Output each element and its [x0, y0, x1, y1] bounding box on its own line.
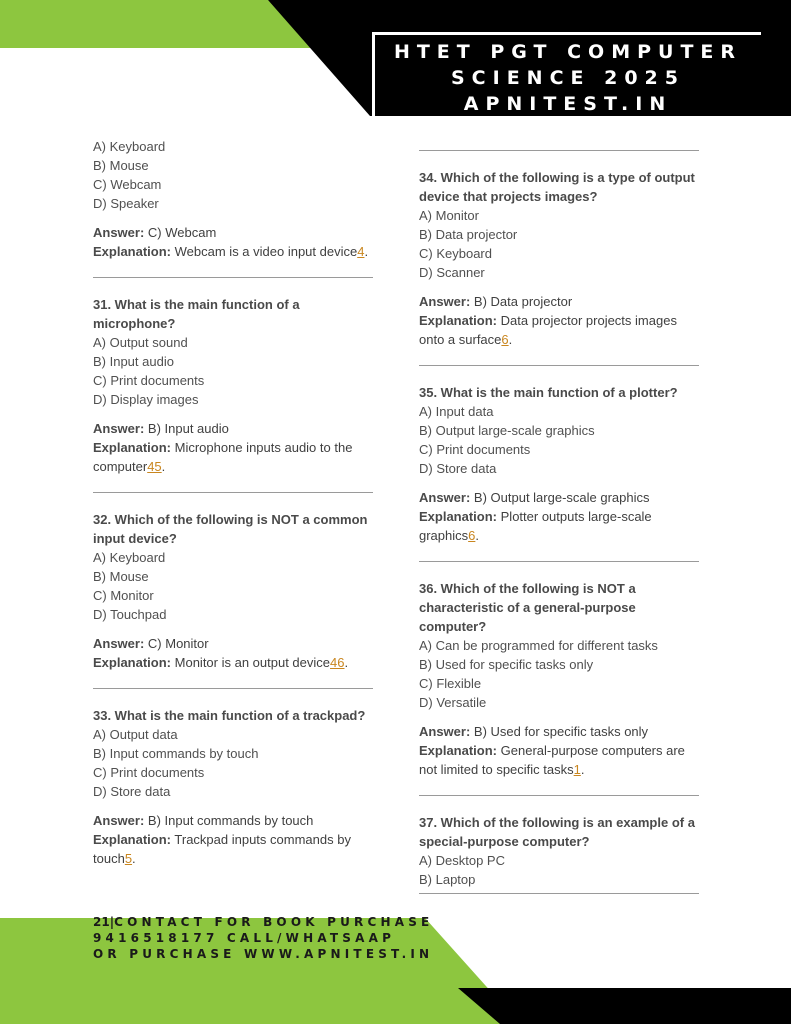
explanation-label: Explanation:	[419, 743, 498, 758]
option-d: D) Store data	[93, 784, 171, 799]
footer-contact	[93, 914, 433, 962]
question-divider	[419, 150, 699, 151]
explanation-label: Explanation:	[93, 244, 172, 259]
option-b: B) Used for specific tasks only	[419, 657, 594, 672]
option-a: A) Output data	[93, 727, 178, 742]
left-column	[93, 137, 373, 868]
option-c: C) Print documents	[93, 373, 205, 388]
explanation-text: General-purpose computers are not limited to specific tasks	[419, 743, 685, 777]
explanation-text: Plotter outputs large-scale graphics	[419, 509, 652, 543]
reference-link[interactable]: 5	[124, 851, 133, 866]
footer-line-2: 9416518177 CALL/WHATSAAP	[93, 931, 396, 945]
answer-line	[93, 634, 373, 653]
question-block-37	[419, 813, 699, 889]
reference-link[interactable]: 45	[147, 459, 162, 474]
answer-label: Answer:	[93, 421, 145, 436]
explanation-label: Explanation:	[93, 655, 172, 670]
question-divider	[419, 893, 699, 894]
option-d: D) Speaker	[93, 196, 159, 211]
question-text: 37. Which of the following is an example of a special-purpose computer?	[419, 815, 695, 849]
reference-link[interactable]: 4	[357, 244, 365, 259]
header-title-line-1: HTET PGT COMPUTER	[393, 41, 743, 63]
explanation-end: .	[161, 459, 166, 474]
option-a: A) Input data	[419, 404, 494, 419]
reference-link[interactable]: 1	[573, 762, 581, 777]
explanation-text: Trackpad inputs commands by touch	[93, 832, 351, 866]
explanation-line	[93, 653, 373, 672]
answer-text: B) Data projector	[473, 294, 573, 309]
option-a: A) Desktop PC	[419, 853, 505, 868]
explanation-end: .	[508, 332, 513, 347]
explanation-end: .	[475, 528, 479, 543]
footer-line-1	[93, 914, 433, 930]
explanation-line	[93, 438, 373, 476]
explanation-line	[419, 311, 699, 349]
question-text: 34. Which of the following is a type of output device that projects images?	[419, 170, 695, 204]
question-text: 36. Which of the following is NOT a characteristic of a general-purpose computer?	[419, 581, 636, 634]
reference-link[interactable]: 46	[330, 655, 345, 670]
option-a: A) Monitor	[419, 208, 479, 223]
question-divider	[419, 365, 699, 366]
option-d: D) Store data	[419, 461, 497, 476]
answer-label: Answer:	[419, 294, 471, 309]
answer-text: C) Webcam	[147, 225, 217, 240]
explanation-end: .	[344, 655, 349, 670]
footer-divider: |	[109, 915, 115, 929]
explanation-text: Monitor is an output device	[174, 655, 331, 670]
explanation-label: Explanation:	[419, 509, 498, 524]
header-title-box	[372, 32, 761, 116]
explanation-line	[419, 741, 699, 779]
answer-text: B) Output large-scale graphics	[473, 490, 650, 505]
option-a: A) Keyboard	[93, 139, 166, 154]
footer-black-shape	[458, 988, 791, 1024]
question-block-34	[419, 168, 699, 349]
option-b: B) Input audio	[93, 354, 174, 369]
explanation-text: Microphone inputs audio to the computer	[93, 440, 353, 474]
explanation-line	[93, 242, 373, 261]
answer-label: Answer:	[419, 490, 471, 505]
answer-line	[93, 419, 373, 438]
explanation-line	[93, 830, 373, 868]
answer-text: B) Input audio	[147, 421, 229, 436]
explanation-label: Explanation:	[419, 313, 498, 328]
option-a: A) Can be programmed for different tasks	[419, 638, 658, 653]
option-c: C) Print documents	[93, 765, 205, 780]
question-text: 32. Which of the following is NOT a common input device?	[93, 512, 368, 546]
page-number: 21	[93, 915, 110, 929]
answer-text: B) Input commands by touch	[147, 813, 314, 828]
explanation-end: .	[132, 851, 136, 866]
option-d: D) Scanner	[419, 265, 485, 280]
header-title-line-2: SCIENCE 2025	[451, 67, 685, 89]
header-title-line-3: APNITEST.IN	[463, 93, 673, 115]
answer-label: Answer:	[93, 225, 145, 240]
option-c: C) Flexible	[419, 676, 482, 691]
question-divider	[419, 795, 699, 796]
reference-link[interactable]: 6	[468, 528, 476, 543]
question-block-31	[93, 295, 373, 476]
footer-contact-text: CONTACT FOR BOOK PURCHASE	[114, 915, 434, 929]
answer-line	[419, 292, 699, 311]
explanation-text: Webcam is a video input device	[174, 244, 358, 259]
question-block-32	[93, 510, 373, 672]
question-text: 33. What is the main function of a trackpad?	[93, 708, 366, 723]
option-c: C) Monitor	[93, 588, 154, 603]
option-c: C) Print documents	[419, 442, 531, 457]
option-b: B) Mouse	[93, 158, 149, 173]
option-b: B) Laptop	[419, 872, 476, 887]
explanation-end: .	[364, 244, 369, 259]
explanation-end: .	[580, 762, 585, 777]
answer-line	[93, 811, 373, 830]
answer-line	[419, 722, 699, 741]
answer-label: Answer:	[93, 636, 145, 651]
question-text: 31. What is the main function of a microphone?	[93, 297, 300, 331]
answer-line	[93, 223, 373, 242]
option-b: B) Input commands by touch	[93, 746, 259, 761]
footer-line-3: OR PURCHASE WWW.APNITEST.IN	[93, 947, 434, 961]
question-block-33	[93, 706, 373, 868]
option-d: D) Touchpad	[93, 607, 167, 622]
option-c: C) Webcam	[93, 177, 162, 192]
answer-label: Answer:	[93, 813, 145, 828]
question-divider	[419, 561, 699, 562]
explanation-line	[419, 507, 699, 545]
question-divider	[93, 688, 373, 689]
explanation-label: Explanation:	[93, 832, 172, 847]
option-b: B) Mouse	[93, 569, 149, 584]
answer-text: C) Monitor	[147, 636, 209, 651]
option-b: B) Output large-scale graphics	[419, 423, 595, 438]
reference-link[interactable]: 6	[501, 332, 509, 347]
option-a: A) Output sound	[93, 335, 188, 350]
question-divider	[93, 277, 373, 278]
option-c: C) Keyboard	[419, 246, 492, 261]
option-b: B) Data projector	[419, 227, 518, 242]
option-d: D) Display images	[93, 392, 199, 407]
answer-label: Answer:	[419, 724, 471, 739]
answer-text: B) Used for specific tasks only	[473, 724, 649, 739]
right-column	[419, 150, 699, 911]
question-block-30	[93, 137, 373, 261]
answer-line	[419, 488, 699, 507]
explanation-label: Explanation:	[93, 440, 172, 455]
question-text: 35. What is the main function of a plotter?	[419, 385, 678, 400]
question-divider	[93, 492, 373, 493]
question-block-35	[419, 383, 699, 545]
explanation-text: Data projector projects images onto a surface	[419, 313, 677, 347]
question-block-36	[419, 579, 699, 779]
option-d: D) Versatile	[419, 695, 487, 710]
option-a: A) Keyboard	[93, 550, 166, 565]
